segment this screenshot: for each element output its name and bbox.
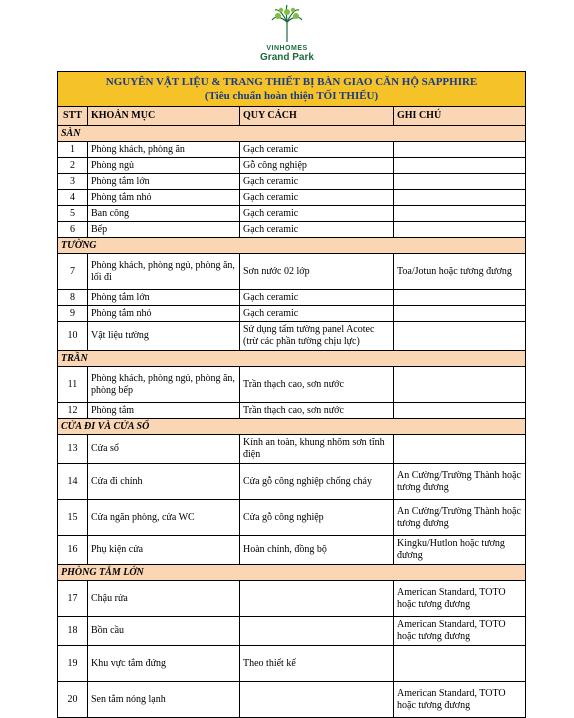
cell-note [394, 322, 526, 351]
palm-logo-icon [270, 4, 304, 44]
section-row [58, 565, 526, 581]
cell-note [394, 290, 526, 306]
cell-spec: Cửa gỗ công nghiệp chống cháy [240, 464, 394, 500]
cell-note [394, 206, 526, 222]
cell-spec: Hoàn chỉnh, đồng bộ [240, 536, 394, 565]
cell-stt: 1 [58, 142, 88, 158]
cell-stt: 6 [58, 222, 88, 238]
cell-stt: 12 [58, 403, 88, 419]
cell-stt: 3 [58, 174, 88, 190]
section-title: SÀN [58, 126, 526, 142]
cell-spec: Gạch ceramic [240, 222, 394, 238]
cell-item: Phòng tắm nhỏ [88, 306, 240, 322]
cell-item: Vật liệu tường [88, 322, 240, 351]
table-row [58, 190, 526, 206]
table-row [58, 174, 526, 190]
section-row [58, 238, 526, 254]
vinhomes-logo [0, 0, 574, 68]
table-subtitle: (Tiêu chuẩn hoàn thiện TỐI THIỂU) [204, 90, 379, 102]
header-stt: STT [58, 107, 88, 126]
cell-spec: Sử dụng tấm tường panel Acotec (trừ các phần tường chịu lực) [240, 322, 394, 351]
table-row [58, 367, 526, 403]
cell-stt: 18 [58, 617, 88, 646]
table-row [58, 158, 526, 174]
cell-note [394, 190, 526, 206]
header-spec: QUY CÁCH [240, 107, 394, 126]
cell-spec [240, 581, 394, 617]
cell-note [394, 306, 526, 322]
cell-stt: 20 [58, 682, 88, 718]
cell-note [394, 142, 526, 158]
table-row [58, 254, 526, 290]
cell-spec: Trần thạch cao, sơn nước [240, 367, 394, 403]
cell-note [394, 367, 526, 403]
cell-spec: Gỗ công nghiệp [240, 158, 394, 174]
cell-spec: Gạch ceramic [240, 290, 394, 306]
cell-spec [240, 682, 394, 718]
header-note: GHI CHÚ [394, 107, 526, 126]
cell-item: Phòng tắm nhỏ [88, 190, 240, 206]
cell-note: An Cường/Trường Thành hoặc tương đương [394, 464, 526, 500]
cell-note: An Cường/Trường Thành hoặc tương đương [394, 500, 526, 536]
section-row [58, 419, 526, 435]
table-row [58, 222, 526, 238]
cell-stt: 5 [58, 206, 88, 222]
table-row [58, 142, 526, 158]
table-title: NGUYÊN VẬT LIỆU & TRANG THIẾT BỊ BÀN GIAO CĂN HỘ SAPPHIRE [105, 76, 478, 88]
cell-note [394, 646, 526, 682]
cell-item: Phòng ngủ [88, 158, 240, 174]
cell-item: Phòng tắm lớn [88, 290, 240, 306]
cell-stt: 10 [58, 322, 88, 351]
cell-note [394, 158, 526, 174]
cell-spec: Cửa gỗ công nghiệp [240, 500, 394, 536]
cell-spec: Gạch ceramic [240, 174, 394, 190]
table-row [58, 206, 526, 222]
table-row [58, 617, 526, 646]
cell-stt: 16 [58, 536, 88, 565]
cell-spec: Gạch ceramic [240, 206, 394, 222]
cell-item: Ban công [88, 206, 240, 222]
cell-note [394, 403, 526, 419]
cell-stt: 13 [58, 435, 88, 464]
table-row [58, 682, 526, 718]
cell-item: Bồn cầu [88, 617, 240, 646]
cell-item: Bếp [88, 222, 240, 238]
cell-item: Phòng khách, phòng ăn [88, 142, 240, 158]
cell-note: American Standard, TOTO hoặc tương đương [394, 581, 526, 617]
cell-note: American Standard, TOTO hoặc tương đương [394, 617, 526, 646]
cell-note [394, 174, 526, 190]
cell-item: Phụ kiện cửa [88, 536, 240, 565]
cell-stt: 19 [58, 646, 88, 682]
cell-note [394, 222, 526, 238]
cell-note: Toa/Jotun hoặc tương đương [394, 254, 526, 290]
header-item: KHOẢN MỤC [88, 107, 240, 126]
table-row [58, 290, 526, 306]
cell-note [394, 435, 526, 464]
cell-item: Phòng tắm lớn [88, 174, 240, 190]
section-row [58, 126, 526, 142]
cell-spec: Gạch ceramic [240, 190, 394, 206]
table-row [58, 435, 526, 464]
cell-stt: 8 [58, 290, 88, 306]
cell-item: Cửa ngăn phòng, cửa WC [88, 500, 240, 536]
table-row [58, 581, 526, 617]
cell-item: Phòng khách, phòng ngủ, phòng ăn, lối đi [88, 254, 240, 290]
table-row [58, 500, 526, 536]
cell-stt: 7 [58, 254, 88, 290]
table-row [58, 464, 526, 500]
cell-item: Sen tắm nóng lạnh [88, 682, 240, 718]
cell-item: Cửa sổ [88, 435, 240, 464]
cell-spec: Sơn nước 02 lớp [240, 254, 394, 290]
section-title: TRẦN [58, 351, 526, 367]
table-row [58, 403, 526, 419]
cell-spec: Kính an toàn, khung nhôm sơn tĩnh điện [240, 435, 394, 464]
cell-item: Chậu rửa [88, 581, 240, 617]
table-header-row [58, 107, 526, 126]
table-row [58, 646, 526, 682]
cell-note: Kingku/Hutlon hoặc tương đương [394, 536, 526, 565]
cell-item: Phòng tắm [88, 403, 240, 419]
cell-item: Phòng khách, phòng ngủ, phòng ăn, phòng bếp [88, 367, 240, 403]
cell-note: American Standard, TOTO hoặc tương đương [394, 682, 526, 718]
cell-item: Khu vực tắm đứng [88, 646, 240, 682]
cell-spec: Theo thiết kế [240, 646, 394, 682]
section-row [58, 351, 526, 367]
brand-line1: VINHOMES [266, 45, 308, 52]
cell-stt: 4 [58, 190, 88, 206]
cell-stt: 2 [58, 158, 88, 174]
cell-stt: 14 [58, 464, 88, 500]
cell-stt: 17 [58, 581, 88, 617]
materials-table [57, 71, 526, 718]
cell-spec: Gạch ceramic [240, 306, 394, 322]
section-title: TƯỜNG [58, 238, 526, 254]
cell-spec [240, 617, 394, 646]
table-row [58, 536, 526, 565]
table-title-row [58, 72, 526, 107]
table-row [58, 322, 526, 351]
section-title: CỬA ĐI VÀ CỬA SỔ [58, 419, 526, 435]
cell-item: Cửa đi chính [88, 464, 240, 500]
cell-stt: 9 [58, 306, 88, 322]
cell-stt: 15 [58, 500, 88, 536]
cell-stt: 11 [58, 367, 88, 403]
section-title: PHÒNG TẮM LỚN [58, 565, 526, 581]
table-row [58, 306, 526, 322]
cell-spec: Trần thạch cao, sơn nước [240, 403, 394, 419]
brand-line2: Grand Park [260, 52, 314, 63]
cell-spec: Gạch ceramic [240, 142, 394, 158]
